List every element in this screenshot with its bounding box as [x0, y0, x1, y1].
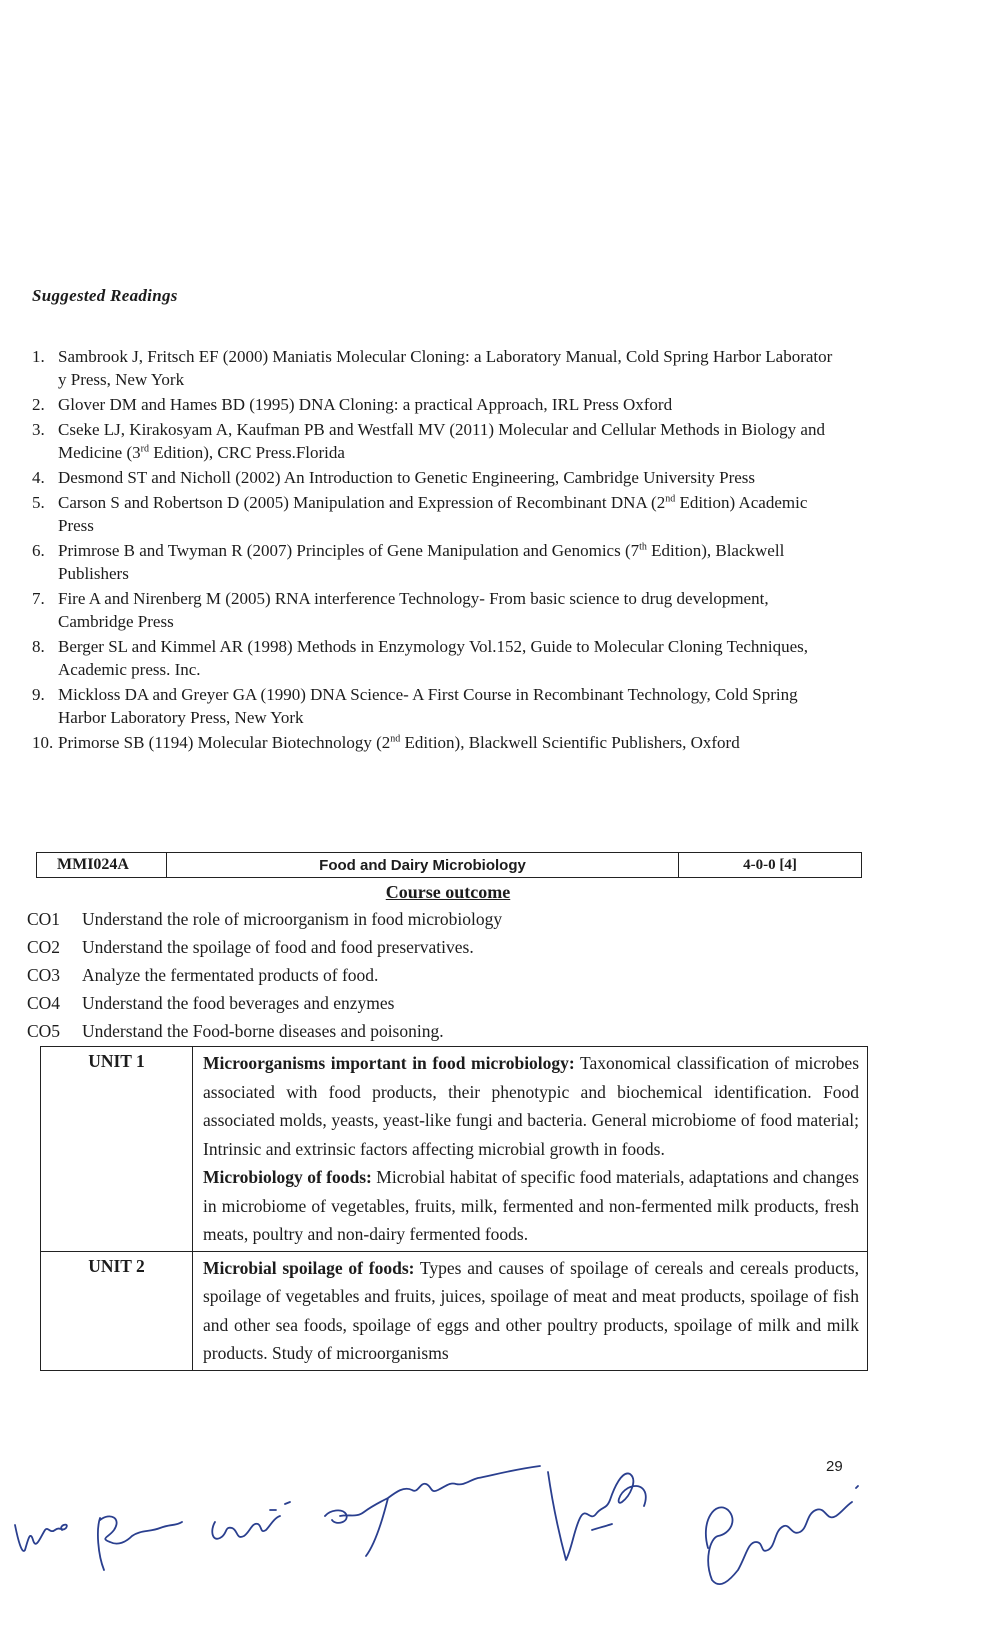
- unit-topic-text: Types and causes of spoilage of cereals and cereals products, spoilage of vegetables and fruits, juices, spoilage of meat and meat products, spoilage of fish and other sea foods, spoilage of eggs and other poultry products, spoilage of milk and milk products. Study of microorganisms: [203, 1257, 859, 1363]
- reference-item: [32, 418, 842, 464]
- unit-topic-text: Taxonomical classification of microbes associated with food products, their phenotypic and biochemical identification. Food associated molds, yeasts, yeast-like fungi and bacteria. General microbiome of food material; Intrinsic and extrinsic factors affecting microbial growth in foods.: [203, 1053, 859, 1159]
- reference-item: [32, 635, 842, 681]
- reference-number: 3.: [32, 420, 45, 439]
- course-outcome-list: [27, 905, 502, 1045]
- signature-4: [325, 1466, 540, 1556]
- reference-item: [32, 393, 842, 416]
- reference-number: 9.: [32, 685, 45, 704]
- reference-text: Primrose B and Twyman R (2007) Principles of Gene Manipulation and Genomics (7th Edition), Blackwell Publishers: [58, 541, 785, 583]
- course-code: MMI024A: [37, 853, 167, 877]
- course-outcome-item: [27, 905, 502, 933]
- suggested-readings-heading: Suggested Readings: [32, 286, 178, 305]
- reference-number: 2.: [32, 395, 45, 414]
- reference-item: [32, 683, 842, 729]
- reference-number: 4.: [32, 468, 45, 487]
- reference-number: 1.: [32, 347, 45, 366]
- outcome-text: Understand the role of microorganism in food microbiology: [82, 909, 503, 929]
- outcome-text: Understand the spoilage of food and food preservatives.: [82, 937, 474, 957]
- unit-row: [41, 1047, 868, 1252]
- course-outcome-item: [27, 933, 502, 961]
- reference-number: 5.: [32, 493, 45, 512]
- course-outcome-item: [27, 1017, 502, 1045]
- signature-6: [706, 1486, 858, 1584]
- unit-label: UNIT 1: [41, 1047, 193, 1252]
- signature-1: [15, 1525, 67, 1551]
- reference-number: 10.: [32, 733, 54, 752]
- reference-text: Primorse SB (1194) Molecular Biotechnology (2nd Edition), Blackwell Scientific Publishers, Oxford: [58, 733, 740, 752]
- reference-item: [32, 491, 842, 537]
- unit-content: [193, 1047, 868, 1252]
- reference-item: [32, 731, 842, 754]
- course-outcome-item: [27, 961, 502, 989]
- reference-text: Fire A and Nirenberg M (2005) RNA interference Technology- From basic science to drug development, Cambridge Press: [58, 589, 769, 631]
- unit-topic-text: Microbial habitat of specific food materials, adaptations and changes in microbiome of vegetables, fruits, milk, fermented and non-fermented milk products, fresh meats, poultry and non-dairy fermented foods.: [203, 1167, 859, 1244]
- page-number: 29: [826, 1458, 843, 1475]
- reference-item: [32, 539, 842, 585]
- unit-topic-title: Microbiology of foods:: [203, 1167, 372, 1187]
- unit-row: [41, 1251, 868, 1370]
- outcome-code: CO4: [27, 993, 61, 1013]
- outcome-code: CO2: [27, 937, 61, 957]
- outcome-code: CO5: [27, 1021, 61, 1041]
- signature-5: [548, 1472, 646, 1560]
- reference-item: [32, 587, 842, 633]
- unit-paragraph: [203, 1049, 859, 1163]
- course-outcome-heading: Course outcome: [385, 882, 511, 902]
- course-outcome-item: [27, 989, 502, 1017]
- reference-number: 6.: [32, 541, 45, 560]
- course-header-table: [36, 852, 862, 878]
- handwritten-signatures: [0, 1430, 996, 1651]
- unit-content: [193, 1251, 868, 1370]
- reference-number: 8.: [32, 637, 45, 656]
- reference-text: Cseke LJ, Kirakosyam A, Kaufman PB and Westfall MV (2011) Molecular and Cellular Methods in Biology and Medicine (3rd Edition), CRC Press.Florida: [58, 420, 825, 462]
- reference-text: Mickloss DA and Greyer GA (1990) DNA Science- A First Course in Recombinant Technology, Cold Spring Harbor Laboratory Press, New York: [58, 685, 798, 727]
- reference-item: [32, 466, 842, 489]
- reference-number: 7.: [32, 589, 45, 608]
- course-outcome-heading-row: [0, 882, 996, 903]
- unit-topic-title: Microbial spoilage of foods:: [203, 1257, 415, 1278]
- unit-paragraph: [203, 1254, 859, 1368]
- reference-text: Desmond ST and Nicholl (2002) An Introduction to Genetic Engineering, Cambridge University Press: [58, 468, 756, 487]
- outcome-text: Understand the food beverages and enzymes: [82, 993, 395, 1013]
- outcome-code: CO1: [27, 909, 61, 929]
- outcome-code: CO3: [27, 965, 61, 985]
- unit-label: UNIT 2: [41, 1251, 193, 1370]
- reference-text: Berger SL and Kimmel AR (1998) Methods in Enzymology Vol.152, Guide to Molecular Cloning Techniques, Academic press. Inc.: [58, 637, 809, 679]
- outcome-text: Understand the Food-borne diseases and poisoning.: [82, 1021, 444, 1041]
- outcome-text: Analyze the fermentated products of food.: [82, 965, 379, 985]
- signature-2: [98, 1516, 182, 1570]
- signature-3: [212, 1502, 290, 1539]
- reference-list: [32, 345, 842, 756]
- unit-paragraph: [203, 1163, 859, 1249]
- syllabus-unit-table: [40, 1046, 868, 1371]
- reference-text: Sambrook J, Fritsch EF (2000) Maniatis Molecular Cloning: a Laboratory Manual, Cold Spring Harbor Laborator y Press, New York: [58, 347, 833, 389]
- course-title: Food and Dairy Microbiology: [167, 853, 679, 877]
- unit-topic-title: Microorganisms important in food microbiology:: [203, 1053, 575, 1073]
- reference-text: Carson S and Robertson D (2005) Manipulation and Expression of Recombinant DNA (2nd Edition) Academic Press: [58, 493, 808, 535]
- course-credits: 4-0-0 [4]: [743, 856, 797, 873]
- reference-text: Glover DM and Hames BD (1995) DNA Cloning: a practical Approach, IRL Press Oxford: [58, 395, 673, 414]
- reference-item: [32, 345, 842, 391]
